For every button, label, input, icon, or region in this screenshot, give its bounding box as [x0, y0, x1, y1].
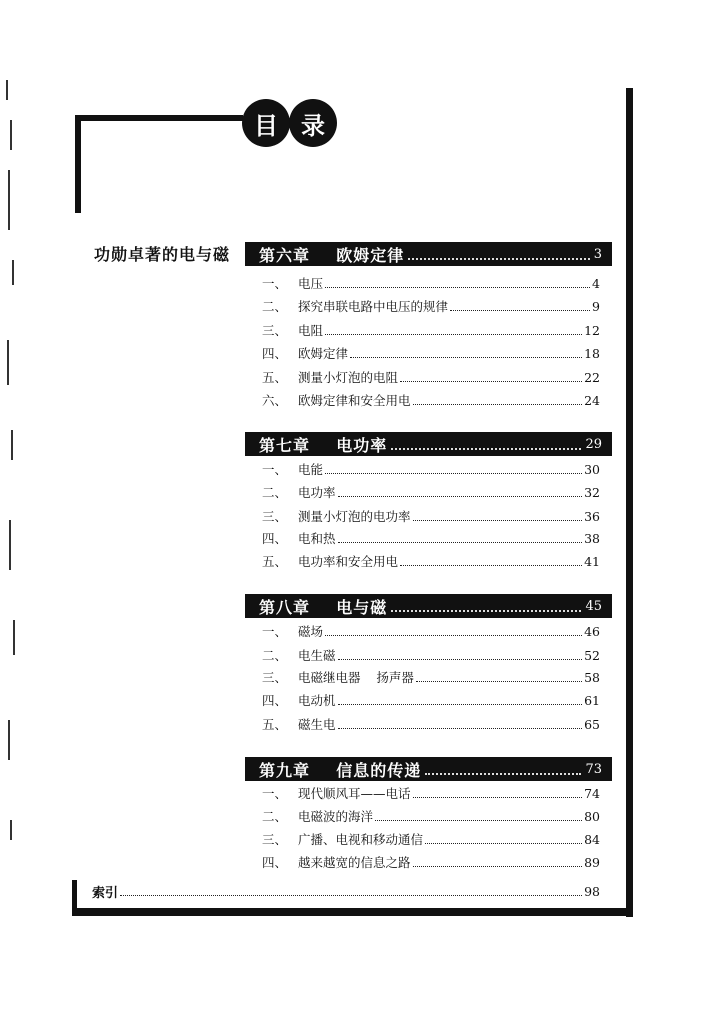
- chapter-8-bar[interactable]: [245, 594, 612, 618]
- toc-entry[interactable]: [262, 667, 600, 687]
- toc-entry[interactable]: [262, 343, 600, 363]
- chapter-page: 29: [585, 436, 602, 452]
- contents-heading-circle-1: 目: [242, 99, 290, 147]
- entry-page: 41: [584, 553, 600, 569]
- leader-dots: [338, 487, 583, 497]
- entry-title: 探究串联电路中电压的规律: [298, 299, 449, 314]
- toc-entry[interactable]: [262, 806, 600, 826]
- chapter-title: 第七章 电功率: [259, 435, 388, 455]
- entry-number: 三、: [262, 832, 288, 847]
- toc-entry[interactable]: [262, 528, 600, 548]
- entry-title: 电磁继电器 扬声器: [298, 670, 414, 685]
- chapter-page: 73: [585, 761, 602, 777]
- entry-number: 二、: [262, 809, 288, 824]
- entry-title: 欧姆定律: [298, 346, 349, 361]
- entry-title: 广播、电视和移动通信: [298, 832, 424, 847]
- contents-heading-circle-2: 录: [289, 99, 337, 147]
- chapter-title: 第八章 电与磁: [259, 597, 388, 617]
- toc-entry[interactable]: [262, 621, 600, 641]
- toc-entry[interactable]: [262, 690, 600, 710]
- toc-entry[interactable]: [262, 852, 600, 872]
- entry-page: 24: [584, 392, 600, 408]
- entry-page: 46: [584, 623, 600, 639]
- toc-entry[interactable]: [262, 714, 600, 734]
- toc-entry[interactable]: [262, 829, 600, 849]
- entry-page: 32: [584, 484, 600, 500]
- frame-left-border: [75, 115, 81, 213]
- entry-page: 89: [584, 854, 600, 870]
- index-title: 索引: [92, 885, 119, 901]
- entry-number: 三、: [262, 509, 288, 524]
- entry-number: 四、: [262, 531, 288, 546]
- leader-dots: [400, 556, 582, 566]
- entry-number: 一、: [262, 276, 288, 291]
- entry-number: 二、: [262, 648, 288, 663]
- entry-page: 52: [584, 647, 600, 663]
- leader-dots: [413, 395, 583, 405]
- entry-page: 9: [592, 298, 600, 314]
- frame-right-border: [626, 88, 633, 917]
- entry-title: 电阻: [298, 323, 324, 338]
- toc-entry[interactable]: [262, 506, 600, 526]
- toc-entry[interactable]: [262, 645, 600, 665]
- leader-dots: [325, 325, 582, 335]
- entry-page: 61: [584, 692, 600, 708]
- chapter-7-bar[interactable]: [245, 432, 612, 456]
- toc-entry[interactable]: [262, 783, 600, 803]
- entry-title: 欧姆定律和安全用电: [298, 393, 411, 408]
- leader-dots: [408, 249, 589, 260]
- entry-page: 38: [584, 530, 600, 546]
- index-page: 98: [584, 883, 600, 899]
- entry-title: 磁场: [298, 624, 324, 639]
- entry-number: 四、: [262, 855, 288, 870]
- chapter-title: 第六章 欧姆定律: [259, 245, 405, 265]
- entry-number: 二、: [262, 299, 288, 314]
- entry-number: 五、: [262, 717, 288, 732]
- entry-number: 三、: [262, 670, 288, 685]
- frame-bottom-border: [72, 908, 633, 916]
- chapter-6-bar[interactable]: [245, 242, 612, 266]
- chapter-9-bar[interactable]: [245, 757, 612, 781]
- entry-number: 一、: [262, 624, 288, 639]
- frame-top-border: [75, 115, 243, 121]
- toc-entry[interactable]: [262, 273, 600, 293]
- entry-title: 电压: [298, 276, 324, 291]
- entry-number: 三、: [262, 323, 288, 338]
- leader-dots: [391, 601, 581, 612]
- toc-entry[interactable]: [262, 459, 600, 479]
- entry-title: 电动机: [298, 693, 336, 708]
- entry-number: 一、: [262, 462, 288, 477]
- leader-dots: [413, 857, 583, 867]
- entry-page: 30: [584, 461, 600, 477]
- frame-left-bottom-border: [72, 880, 77, 916]
- entry-title: 现代顺风耳——电话: [298, 786, 411, 801]
- entry-page: 18: [584, 345, 600, 361]
- entry-page: 58: [584, 669, 600, 685]
- leader-dots: [413, 511, 583, 521]
- index-entry[interactable]: [92, 881, 600, 901]
- entry-number: 二、: [262, 485, 288, 500]
- entry-title: 电磁波的海洋: [298, 809, 374, 824]
- toc-entry[interactable]: [262, 320, 600, 340]
- entry-title: 电和热: [298, 531, 336, 546]
- book-title: 功勋卓著的电与磁: [94, 245, 231, 264]
- leader-dots: [416, 672, 582, 682]
- toc-entry[interactable]: [262, 296, 600, 316]
- leader-dots: [325, 464, 582, 474]
- leader-dots: [425, 834, 582, 844]
- chapter-page: 3: [593, 246, 602, 262]
- entry-title: 越来越宽的信息之路: [298, 855, 411, 870]
- entry-title: 磁生电: [298, 717, 336, 732]
- entry-page: 12: [584, 322, 600, 338]
- leader-dots: [120, 886, 582, 896]
- toc-entry[interactable]: [262, 482, 600, 502]
- leader-dots: [400, 372, 582, 382]
- leader-dots: [325, 278, 590, 288]
- leader-dots: [338, 695, 583, 705]
- entry-number: 六、: [262, 393, 288, 408]
- entry-page: 4: [592, 275, 600, 291]
- entry-number: 四、: [262, 346, 288, 361]
- entry-number: 一、: [262, 786, 288, 801]
- entry-page: 36: [584, 508, 600, 524]
- leader-dots: [350, 348, 582, 358]
- scan-edge-noise: [0, 80, 22, 860]
- entry-page: 74: [584, 785, 600, 801]
- leader-dots: [391, 439, 581, 450]
- toc-entry[interactable]: [262, 367, 600, 387]
- entry-number: 五、: [262, 370, 288, 385]
- leader-dots: [450, 301, 590, 311]
- entry-number: 四、: [262, 693, 288, 708]
- entry-title: 测量小灯泡的电阻: [298, 370, 399, 385]
- entry-title: 电生磁: [298, 648, 336, 663]
- chapter-title: 第九章 信息的传递: [259, 760, 422, 780]
- entry-title: 测量小灯泡的电功率: [298, 509, 411, 524]
- leader-dots: [338, 719, 583, 729]
- leader-dots: [338, 533, 583, 543]
- leader-dots: [338, 650, 583, 660]
- chapter-page: 45: [585, 598, 602, 614]
- entry-title: 电能: [298, 462, 324, 477]
- entry-page: 84: [584, 831, 600, 847]
- entry-page: 80: [584, 808, 600, 824]
- leader-dots: [425, 764, 581, 775]
- entry-title: 电功率和安全用电: [298, 554, 399, 569]
- leader-dots: [413, 788, 583, 798]
- toc-entry[interactable]: [262, 390, 600, 410]
- entry-title: 电功率: [298, 485, 336, 500]
- toc-entry[interactable]: [262, 551, 600, 571]
- entry-number: 五、: [262, 554, 288, 569]
- leader-dots: [325, 626, 582, 636]
- entry-page: 65: [584, 716, 600, 732]
- entry-page: 22: [584, 369, 600, 385]
- leader-dots: [375, 811, 582, 821]
